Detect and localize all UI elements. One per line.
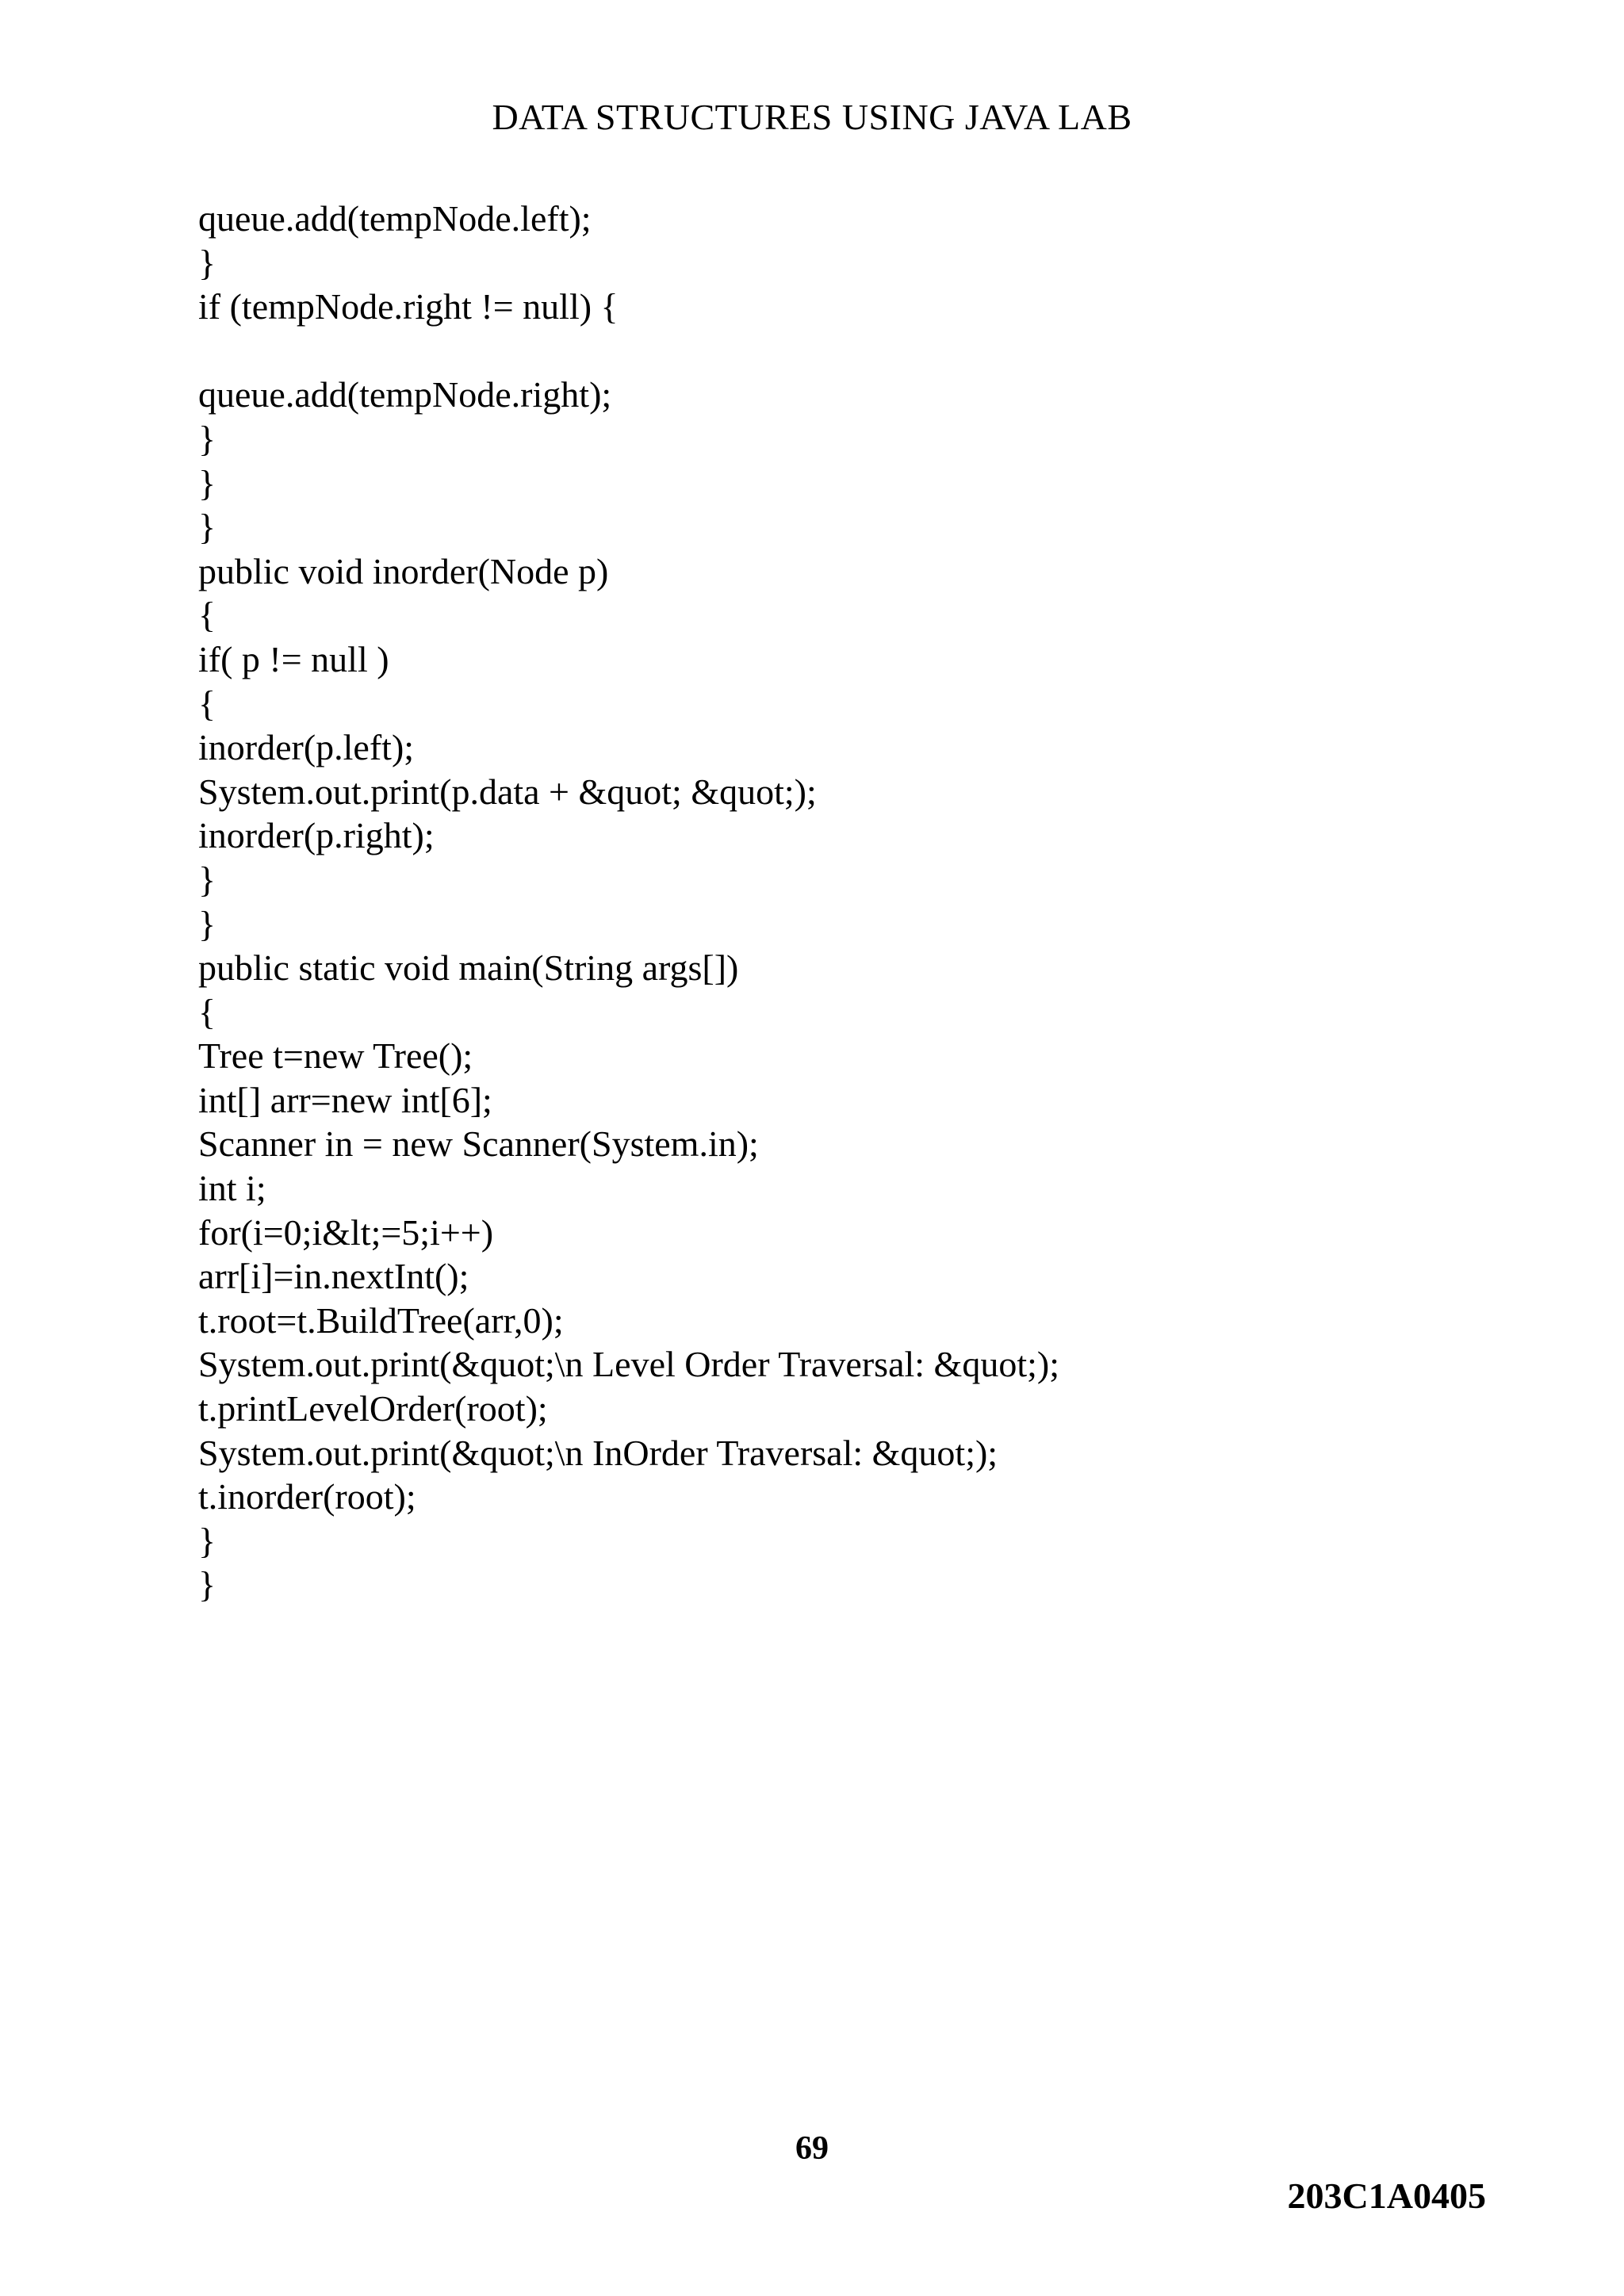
code-line: } bbox=[198, 507, 216, 548]
code-line: t.inorder(root); bbox=[198, 1476, 416, 1517]
code-line: System.out.print(p.data + &quot; &quot;); bbox=[198, 771, 817, 812]
code-line: inorder(p.left); bbox=[198, 727, 415, 768]
code-line: if( p != null ) bbox=[198, 638, 389, 679]
code-line: } bbox=[198, 462, 216, 503]
code-line: public void inorder(Node p) bbox=[198, 550, 609, 591]
code-line: for(i=0;i&lt;=5;i++) bbox=[198, 1211, 494, 1253]
code-line: queue.add(tempNode.left); bbox=[198, 198, 592, 239]
code-line: } bbox=[198, 859, 216, 900]
code-line: System.out.print(&quot;\n InOrder Traversal: &quot;); bbox=[198, 1432, 998, 1473]
code-line: } bbox=[198, 1520, 216, 1561]
code-line: } bbox=[198, 903, 216, 944]
roll-number: 203C1A0405 bbox=[1287, 2175, 1486, 2216]
code-line: arr[i]=in.nextInt(); bbox=[198, 1256, 469, 1297]
code-line: { bbox=[198, 683, 216, 724]
code-line: if (tempNode.right != null) { bbox=[198, 286, 619, 327]
code-line: queue.add(tempNode.right); bbox=[198, 374, 612, 415]
code-line: { bbox=[198, 991, 216, 1032]
code-line: } bbox=[198, 1564, 216, 1605]
page-number: 69 bbox=[795, 2130, 829, 2167]
code-line: int[] arr=new int[6]; bbox=[198, 1079, 492, 1120]
code-line: int i; bbox=[198, 1168, 266, 1209]
code-line: Tree t=new Tree(); bbox=[198, 1035, 473, 1077]
code-line: } bbox=[198, 418, 216, 459]
code-line: t.printLevelOrder(root); bbox=[198, 1388, 548, 1429]
code-line: } bbox=[198, 242, 216, 283]
code-listing bbox=[198, 197, 1546, 1607]
code-line: t.root=t.BuildTree(arr,0); bbox=[198, 1299, 564, 1341]
code-line: System.out.print(&quot;\n Level Order Traversal: &quot;); bbox=[198, 1344, 1059, 1385]
page-header-title: DATA STRUCTURES USING JAVA LAB bbox=[492, 97, 1132, 137]
code-line: { bbox=[198, 595, 216, 636]
code-line: public static void main(String args[]) bbox=[198, 947, 739, 989]
code-line: inorder(p.right); bbox=[198, 815, 435, 856]
code-line: Scanner in = new Scanner(System.in); bbox=[198, 1123, 759, 1165]
